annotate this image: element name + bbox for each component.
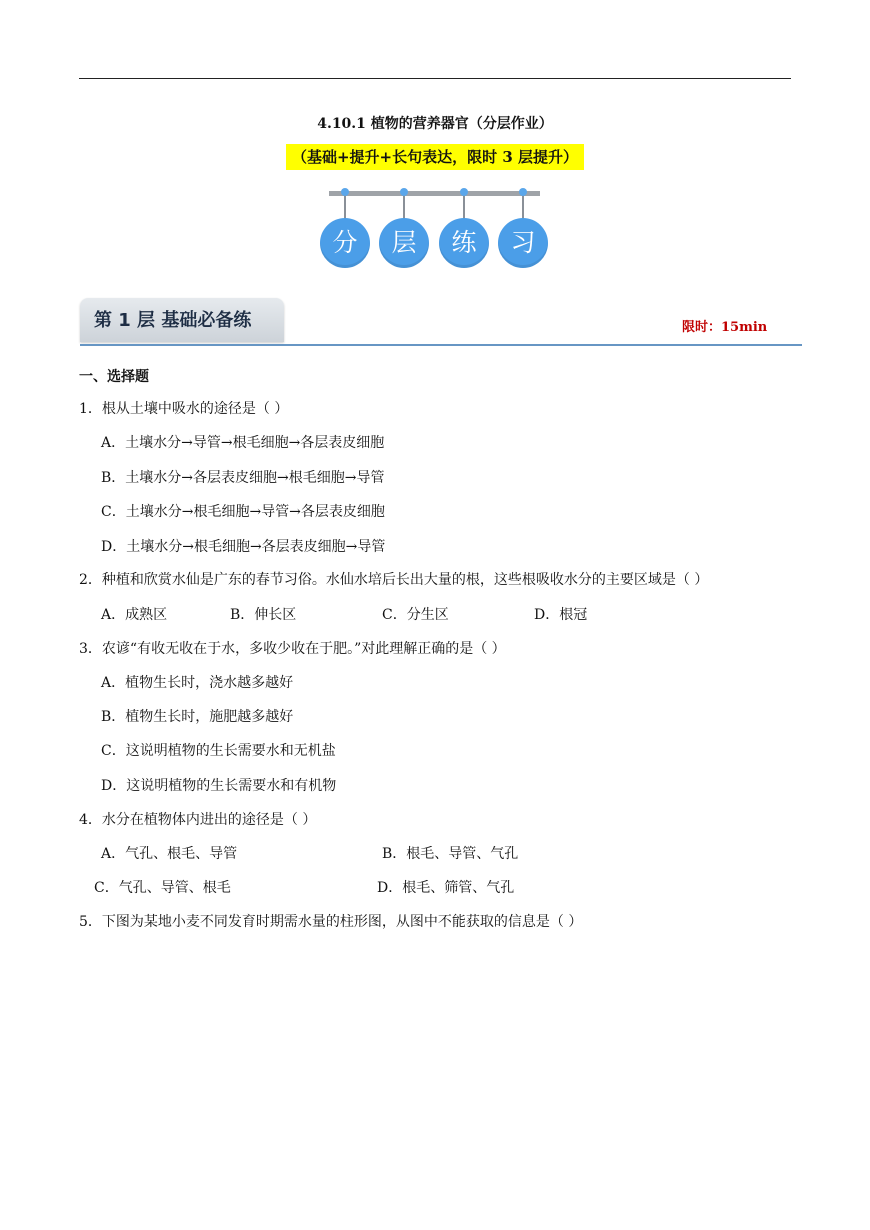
page-title: 4.10.1 植物的营养器官（分层作业） (317, 116, 553, 132)
question-option: C．气孔、导管、根毛 (94, 880, 231, 896)
question-stem: 3．农谚“有收无收在于水，多收少收在于肥。”对此理解正确的是（ ） (79, 641, 506, 657)
question-stem: 5．下图为某地小麦不同发育时期需水量的柱形图，从图中不能获取的信息是（ ） (79, 914, 583, 930)
question-option: C．土壤水分→根毛细胞→导管→各层表皮细胞 (101, 504, 385, 520)
section-tab: 第 1 层 基础必备练 (80, 298, 284, 342)
time-limit: 限时：15min (682, 320, 768, 335)
banner-char: 练 (439, 218, 489, 268)
banner-peg-dot (400, 188, 408, 196)
banner-peg-dot (460, 188, 468, 196)
question-option: D．这说明植物的生长需要水和有机物 (101, 778, 337, 794)
question-option: A．成熟区 (101, 607, 168, 623)
banner-peg-dot (341, 188, 349, 196)
question-option: C．这说明植物的生长需要水和无机盐 (101, 743, 336, 759)
banner-bar (329, 191, 540, 196)
question-option: B．植物生长时，施肥越多越好 (101, 709, 294, 725)
question-option: D．根冠 (534, 607, 588, 623)
question-option: D．根毛、筛管、气孔 (377, 880, 515, 896)
question-option: A．气孔、根毛、导管 (101, 846, 238, 862)
question-option: A．植物生长时，浇水越多越好 (101, 675, 294, 691)
question-option: C．分生区 (382, 607, 449, 623)
question-option: D．土壤水分→根毛细胞→各层表皮细胞→导管 (101, 539, 386, 555)
banner-char: 层 (379, 218, 429, 268)
question-option: B．根毛、导管、气孔 (382, 846, 519, 862)
banner-char: 习 (498, 218, 548, 268)
banner-char: 分 (320, 218, 370, 268)
question-option: B．土壤水分→各层表皮细胞→根毛细胞→导管 (101, 470, 385, 486)
header-rule (79, 78, 791, 79)
question-group-heading: 一、选择题 (79, 369, 149, 385)
question-option: A．土壤水分→导管→根毛细胞→各层表皮细胞 (101, 435, 385, 451)
banner-peg-dot (519, 188, 527, 196)
question-option: B．伸长区 (230, 607, 297, 623)
question-stem: 2．种植和欣赏水仙是广东的春节习俗。水仙水培后长出大量的根，这些根吸收水分的主要区域是（ ） (79, 572, 709, 588)
page-subtitle: （基础+提升+长句表达，限时 3 层提升） (286, 144, 584, 170)
practice-banner (320, 184, 552, 274)
question-stem: 1．根从土壤中吸水的途径是（ ） (79, 401, 289, 417)
subtitle-container (0, 144, 870, 170)
question-stem: 4．水分在植物体内进出的途径是（ ） (79, 812, 317, 828)
section-rule (80, 344, 802, 346)
